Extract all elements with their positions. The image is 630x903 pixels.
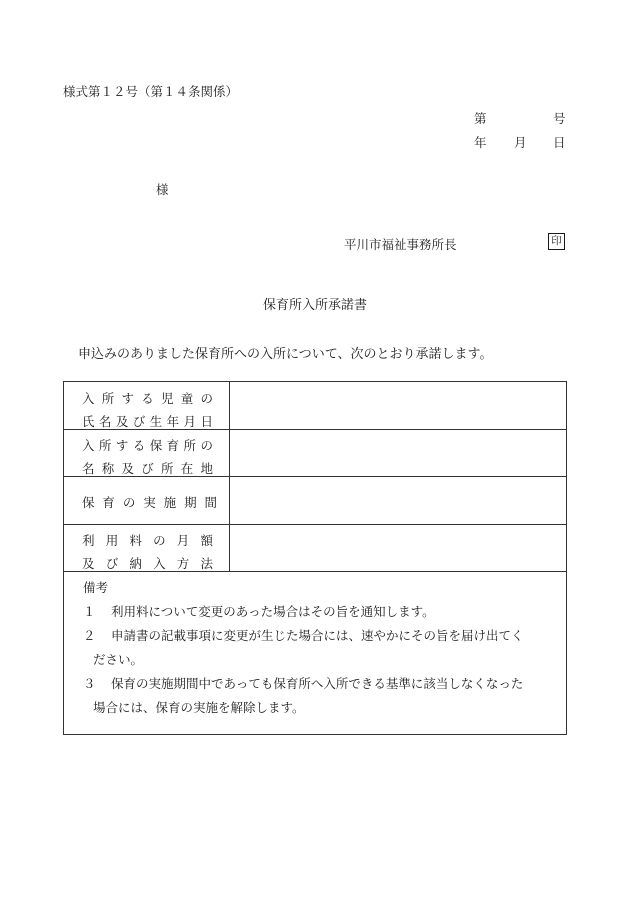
addressee-suffix: 様: [156, 182, 169, 197]
child-info-field[interactable]: [230, 382, 566, 429]
row-label: [64, 524, 230, 571]
form-table: [63, 381, 567, 735]
row-label: [64, 429, 230, 476]
date-day: 日: [553, 135, 566, 150]
form-number: 様式第１２号（第１４条関係）: [63, 84, 239, 99]
row-label-line: 保育の実施期間: [82, 495, 217, 510]
note-number: ３: [83, 676, 96, 691]
nursery-info-field[interactable]: [230, 429, 566, 476]
row-label-line: 名称及び所在地: [82, 461, 213, 476]
table-row-fee: [64, 524, 566, 572]
table-row-child: [64, 382, 566, 430]
row-label-line: 入所する児童の: [82, 391, 213, 406]
row-label: [64, 382, 230, 429]
intro-text: 申込みのありました保育所への入所について、次のとおり承諾します。: [78, 347, 493, 362]
note-number: １: [83, 604, 96, 619]
date-month: 月: [514, 135, 527, 150]
period-field[interactable]: [230, 476, 566, 524]
note-text-continued: ださい。: [93, 652, 144, 667]
number-suffix: 号: [553, 111, 566, 126]
note-text-continued: 場合には、保育の実施を解除します。: [93, 700, 305, 715]
row-label-line: 利用料の月額: [82, 533, 213, 548]
row-label-line: 及び納入方法: [82, 556, 213, 571]
note-text: 申請書の記載事項に変更が生じた場合には、速やかにその旨を届け出てく: [111, 628, 524, 643]
table-row-period: [64, 476, 566, 525]
row-label-line: 氏名及び生年月日: [82, 414, 213, 429]
number-prefix: 第: [474, 111, 487, 126]
date-year: 年: [474, 135, 487, 150]
table-row-nursery: [64, 429, 566, 477]
notes-section: [64, 571, 566, 734]
row-label: [64, 476, 230, 524]
note-text: 利用料について変更のあった場合はその旨を通知します。: [111, 604, 435, 619]
row-label-line: 入所する保育所の: [82, 438, 213, 453]
notes-heading: 備考: [83, 580, 109, 595]
issuer-name: 平川市福祉事務所長: [344, 237, 457, 252]
document-title: 保育所入所承諾書: [262, 298, 367, 313]
note-number: ２: [83, 628, 96, 643]
seal-mark: 印: [548, 233, 565, 250]
note-text: 保育の実施期間中であっても保育所へ入所できる基準に該当しなくなった: [111, 676, 524, 691]
fee-field[interactable]: [230, 524, 566, 571]
